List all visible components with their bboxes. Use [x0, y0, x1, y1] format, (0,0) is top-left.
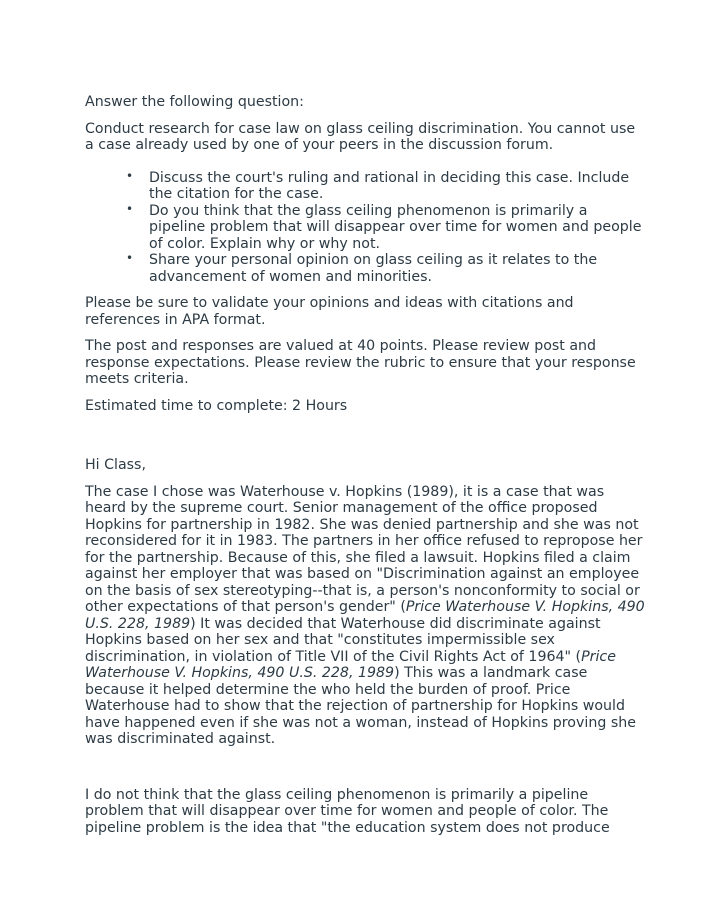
instruction-task: Conduct research for case law on glass ceiling discrimination. You cannot use a case already used by one of your peers in the discussion forum. — [85, 120, 636, 153]
case-text-part-2: ) It was decided that Waterhouse did discriminate against Hopkins based on her sex and that "constitutes impermissible sex discrimination, in violation of Title VII of the Civil Rights Act of 1964" ( — [85, 615, 601, 665]
case-citation-2: Price Waterhouse V. Hopkins, 490 U.S. 228, 1989 — [85, 648, 616, 681]
instruction-bullet-1: • Discuss the court's ruling and rational in deciding this case. Include the citation for the case. — [85, 170, 645, 203]
case-text-part-1: The case I chose was Waterhouse v. Hopkins (1989), it is a case that was heard by the supreme court. Senior management of the office proposed Hopkins for partnership in 1982. She was denied partnership and she was not reconsidered for it in 1983. The partners in her office refused to repropose her for the partnership. Because of this, she filed a lawsuit. Hopkins filed a claim against her employer that was based on "Discrimination against an employee on the basis of sex stereotyping--that is, a person's nonconformity to social or other expectations of that person's gender" ( — [85, 483, 643, 615]
instruction-bullet-2: • Do you think that the glass ceiling phenomenon is primarily a pipeline problem that will disappear over time for women and people of color. Explain why or why not. — [85, 203, 645, 253]
response-paragraph-case — [85, 484, 645, 748]
instruction-points: The post and responses are valued at 40 points. Please review post and response expectations. Please review the rubric to ensure that your response meets criteria. — [85, 338, 636, 387]
instruction-validate: Please be sure to validate your opinions and ideas with citations and references in APA format. — [85, 295, 574, 328]
document-content — [85, 94, 645, 836]
response-greeting: Hi Class, — [85, 457, 146, 473]
response-paragraph-pipeline: I do not think that the glass ceiling phenomenon is primarily a pipeline problem that will disappear over time for women and people of color. The pipeline problem is the idea that "the education system does not produce — [85, 786, 610, 836]
case-text-part-3: ) This was a landmark case because it helped determine the who held the burden of proof. Price Waterhouse had to show that the rejection of partnership for Hopkins would have happened even if she was not a woman, instead of Hopkins proving she was discriminated against. — [85, 665, 636, 747]
instruction-bullet-list — [85, 170, 645, 286]
case-citation-1: Price Waterhouse V. Hopkins, 490 U.S. 228, 1989 — [85, 599, 645, 632]
instruction-time: Estimated time to complete: 2 Hours — [85, 397, 348, 414]
instruction-prompt: Answer the following question: — [85, 94, 304, 110]
instruction-bullet-3: • Share your personal opinion on glass ceiling as it relates to the advancement of women and minorities. — [85, 252, 645, 285]
